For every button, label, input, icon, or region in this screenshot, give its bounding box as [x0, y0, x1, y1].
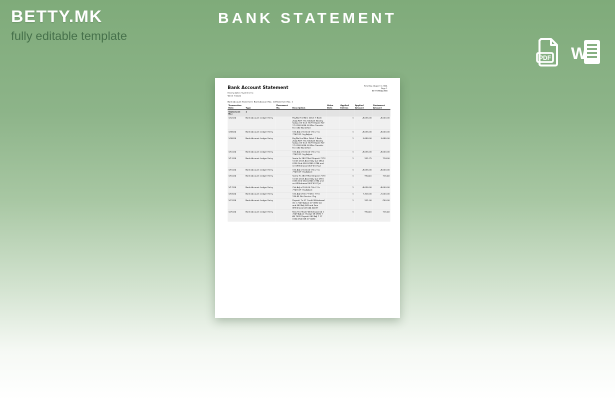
- cell-transaction-date: 1/16/24: [228, 175, 237, 178]
- cell-statement-amount: 716.40: [382, 175, 390, 178]
- cell-applied-entries: 1: [352, 199, 354, 202]
- company-subline: Week 7/2024: [227, 94, 241, 97]
- cell-applied-amount: 7,300.00: [362, 192, 372, 196]
- statement-number-label: Statement No.:: [228, 110, 241, 116]
- cell-statement-amount: -8,000.00: [380, 168, 390, 172]
- report-user: BETTYMK\ADMIN: [372, 89, 388, 92]
- cell-description: Chk Adj of 100.00 Chk 2 Ca 7743129 Org Adjust: [292, 186, 320, 192]
- cell-transaction-date: 1/17/24: [228, 186, 237, 189]
- cell-document-no: [276, 199, 292, 210]
- col-applied-amount: Applied Amount: [354, 104, 364, 109]
- cell-type: Bank Account Ledger Entry: [245, 130, 273, 134]
- cell-transaction-date: 1/25/24: [228, 210, 237, 213]
- statement-row: [228, 210, 391, 221]
- cell-statement-amount: -8,000.00: [380, 117, 390, 120]
- cell-document-no: [276, 174, 292, 185]
- cell-transaction-date: 1/21/24: [228, 199, 237, 202]
- document-title: Bank Account Statement: [227, 85, 289, 91]
- download-icons: [535, 37, 602, 67]
- col-document-no: Document No.: [276, 104, 288, 109]
- cell-applied-amount: 954.41: [364, 210, 372, 213]
- statement-row: [228, 116, 391, 130]
- pdf-download-icon[interactable]: [535, 37, 561, 67]
- cell-statement-amount: -8,000.00: [380, 130, 390, 134]
- cell-description: Chk Adj of 100.00 Chk 2 Ca 7743129 Org Adjust: [292, 168, 320, 174]
- site-logo[interactable]: BETTY.MK: [11, 7, 103, 26]
- cell-description: New Fee/Trade Withdrawal 04 1 7249 Adjust Charge 08 0830 7 AS 7009 Deposit 043 Adj 7 17 0104 054 008 07 0450: [292, 210, 324, 221]
- cell-description: Chk Adj 0730 77 Wire 7 Fee 130.45 Net Service Chg: [292, 192, 321, 198]
- statement-row: [228, 157, 391, 168]
- col-value-date: Value Date: [326, 104, 334, 109]
- statement-row: [228, 199, 391, 210]
- cell-transaction-date: 1/15/24: [228, 168, 237, 172]
- cell-applied-amount: -8,036.00: [362, 150, 372, 154]
- cell-description: Santa Fe 2807 Mail Deposit 7173 Credit 2163 Assembly Jun 0915 0136 Deb 034 02345 0784 and net Withdrawal 063 W 07 Jul: [292, 175, 326, 185]
- cell-description: PayWa Fee/Wire Debit 7 Bank 2024 REF 7717230625 Weekly Salary US Tech 7379 Empire Ref 17 0108 0034 00 Wire Transfer Fee 080 World Net: [292, 117, 325, 130]
- cell-statement-amount: -8,000.00: [380, 150, 390, 154]
- cell-applied-amount: -8,036.00: [362, 130, 372, 134]
- cell-statement-amount: -8,000.00: [380, 186, 390, 189]
- col-type: Type: [245, 106, 251, 109]
- cell-applied-entries: 1: [352, 137, 354, 140]
- cell-statement-amount: -700.00: [381, 199, 390, 202]
- word-download-icon[interactable]: [571, 37, 602, 67]
- col-applied-entries: Applied Entries: [340, 104, 349, 109]
- cell-type: Bank Account Ledger Entry: [245, 117, 273, 120]
- cell-applied-entries: 1: [352, 168, 354, 172]
- cell-statement-amount: -7,000.00: [380, 192, 390, 196]
- report-filter-line: Bank Account Statement: Bank Account No.: 10/Statement No.: 1: [227, 100, 294, 103]
- cell-applied-entries: 1: [352, 186, 354, 189]
- document-preview[interactable]: [215, 78, 400, 318]
- statement-number-row: [228, 110, 391, 117]
- cell-statement-amount: 714.00: [382, 157, 390, 160]
- cell-transaction-date: 1/10/24: [228, 150, 237, 154]
- company-name: Kearny Aztec Systems Inc: [227, 91, 254, 95]
- cell-applied-amount: -8,036.00: [362, 117, 372, 120]
- cell-description: Chk Adj of 100.00 Chk 2 Ca 7743129 Org Adjust: [292, 130, 320, 136]
- cell-document-no: [276, 157, 292, 168]
- cell-applied-entries: 1: [352, 192, 354, 196]
- cell-applied-entries: 1: [352, 117, 354, 120]
- col-statement-amount: Statement Amount: [372, 104, 385, 109]
- cell-applied-amount: 954.41: [364, 175, 372, 178]
- document-meta: [364, 85, 387, 92]
- cell-type: Bank Account Ledger Entry: [245, 157, 273, 160]
- cell-description: Deposit 7x 07 Credit Withdrawal 06 1 7249 Adjust 07 0830 24 and 043 Adj 043 and Furn Withdrawal 43 044 04057: [292, 199, 325, 209]
- cell-value-date: [326, 136, 339, 150]
- col-transaction-date: Transaction Date: [228, 104, 242, 109]
- statement-table: [228, 104, 391, 221]
- cell-applied-amount: -8,036.00: [362, 186, 372, 189]
- cell-type: Bank Account Ledger Entry: [245, 199, 273, 202]
- cell-type: Bank Account Ledger Entry: [245, 186, 273, 189]
- cell-applied-entries: 1: [352, 157, 354, 160]
- cell-type: Bank Account Ledger Entry: [245, 150, 273, 154]
- cell-transaction-date: 1/08/24: [228, 137, 237, 140]
- cell-statement-amount: 5,680.00: [380, 137, 390, 140]
- statement-number-value: 1: [245, 110, 248, 113]
- cell-transaction-date: 1/02/24: [228, 117, 237, 120]
- cell-document-no: [276, 136, 292, 150]
- cell-transaction-date: 1/11/24: [228, 157, 237, 160]
- report-date: Saturday, August 3, 2024: [363, 85, 388, 88]
- cell-value-date: [326, 157, 339, 168]
- report-page-number: Page 1: [381, 87, 388, 90]
- document-header-left: [228, 85, 289, 97]
- cell-applied-entries: 1: [352, 150, 354, 154]
- cell-value-date: [326, 116, 339, 130]
- cell-applied-amount: 931.00: [364, 199, 372, 202]
- cell-type: Bank Account Ledger Entry: [245, 210, 273, 213]
- cell-applied-entries: 1: [352, 175, 354, 178]
- cell-document-no: [276, 116, 292, 130]
- statement-row: [228, 174, 391, 185]
- cell-value-date: [326, 174, 339, 185]
- cell-transaction-date: 1/18/24: [228, 192, 237, 196]
- col-description: Description: [292, 106, 306, 109]
- cell-type: Bank Account Ledger Entry: [245, 192, 273, 196]
- cell-description: Santa Fe 2807 Mail Deposit 7173 Credit 2163 Assembly Jun 0814 0136 Deb 034 02345 0784 and net Withdrawal 063 W 07 Jul: [292, 157, 326, 167]
- cell-document-no: [276, 210, 292, 221]
- cell-value-date: [326, 199, 339, 210]
- cell-statement-amount: 716.40: [382, 210, 390, 213]
- cell-applied-amount: 951.75: [364, 157, 372, 160]
- cell-type: Bank Account Ledger Entry: [245, 175, 273, 178]
- cell-type: Bank Account Ledger Entry: [245, 137, 273, 140]
- cell-type: Bank Account Ledger Entry: [245, 168, 273, 172]
- statement-row: [228, 136, 391, 150]
- document-header: [228, 85, 388, 97]
- statement-table-body: [228, 110, 391, 221]
- cell-applied-amount: -8,036.00: [362, 168, 372, 172]
- pdf-icon-label: PDF: [539, 56, 551, 62]
- cell-transaction-date: 1/08/24: [228, 130, 237, 134]
- cell-description: PayWa Fee/Wire Debit 7 Bank 2024 REF 7717230625 Weekly Salary US Tech 7379 Empire Ref 17 0108 0034 00 Wire Transfer Fee 080 World Net: [292, 137, 325, 150]
- cell-applied-amount: 5,680.00: [362, 137, 372, 140]
- word-icon-letter: W: [571, 44, 588, 63]
- cell-applied-entries: 1: [352, 210, 354, 213]
- cell-description: Chk Adj of 100.00 Chk 2 Ca 7743129 Org Adjust: [292, 150, 320, 156]
- cell-applied-entries: 1: [352, 130, 354, 134]
- page-title: BANK STATEMENT: [218, 10, 397, 27]
- site-tagline: fully editable template: [11, 29, 128, 43]
- bank-statement-document: [215, 78, 400, 318]
- cell-value-date: [326, 210, 339, 221]
